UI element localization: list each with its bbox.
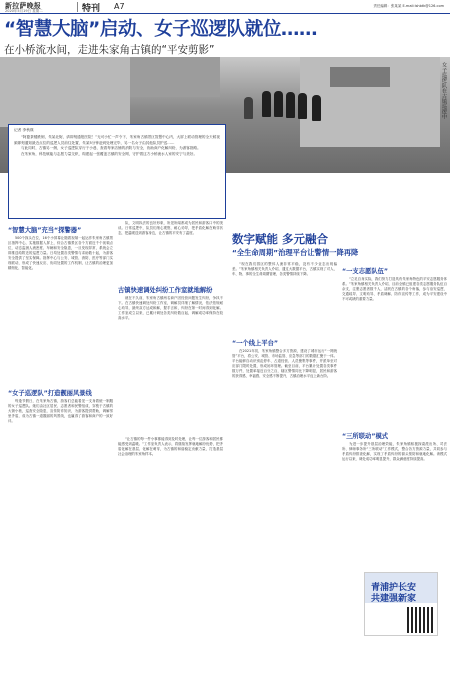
body-text: 队，文明执法的良好形象，所见所闻都成为居民和游客口中的美谈。日常巡逻中，队员们细心观察，耐心劝导，把矛盾化解在萌芽状态，把温暖送到游客身边，让古镇的平安有了温度。 (118, 221, 223, 236)
headline-subtitle: 在小桥流水间，走进朱家角古镇的“平安剪影” (4, 44, 215, 56)
column-4 (342, 262, 447, 563)
issue-date: 2020年5月19日 星期二 (5, 9, 43, 13)
column-2 (118, 221, 223, 578)
newspaper-logo: 新拉萨晚报 (5, 1, 41, 10)
headline-title: “智慧大脑”启动、女子巡逻队就位…… (4, 19, 318, 40)
section-heading: “智慧大脑”充当“探警器” (8, 227, 82, 234)
page-number: A7 (114, 2, 125, 11)
lead-paragraph: 与此同时，古镇另一侧，女子巡逻队穿行于小巷，查看每家店铺的消防与安全，协助商户化解纠纷，为游客指路。 (21, 146, 201, 151)
lead-paragraph: “阿婆茶楼跌倒，朱某北街，请即刻通报医院！”无可小忙一声令下，朱家角古镇景区智慧中心内，大屏上联动管理的全天候视频即刻通知最近点位的巡逻人员前往处置，朱某5分钟赶到处理完毕，另一名女子由其他队员护送…… (14, 135, 220, 145)
lead-article-box (8, 124, 226, 219)
promo-text (371, 583, 416, 605)
lead-paragraph: 在朱家角，科技赋能与志愿力量交织，构建起一张覆盖古镇的安全网，守护着这方小桥流水人家的安宁与美好。 (21, 151, 198, 156)
promo-line-2: 共建强新家 (371, 594, 417, 604)
editor-info: 责任编辑：张某某 E-mail:lshbtk@126.com (373, 4, 444, 8)
column-1 (8, 221, 113, 590)
section-name: 特刊 (82, 4, 101, 14)
qr-code-icon[interactable] (407, 607, 433, 633)
section-heading: “三所联动”模式 (342, 433, 389, 440)
section-heading: “女子巡逻队”打造靓丽风景线 (8, 390, 92, 397)
section-subtitle: “全生命周期”治理平台让警情一降再降 (232, 248, 359, 257)
body-text: 每逢节假日，在朱家角古镇，游客们总能看见一支身着统一制服的女子巡逻队。她们由社区居民、志愿者和民警组成，穿梭于古镇的大街小巷，巡查安全隐患，宣传防诈知识，为游客提供帮助，调解邻里矛盾，成为古镇一道靓丽的风景线，也赢得了游客和商户的一致好评。 (8, 399, 113, 424)
section-heading: “一个线上平台” (232, 340, 279, 347)
body-text: “现在我们园区的整体人流非常平稳，没有不少业态出现偏差。”朱家角镇相关负责人介绍，通过大数据平台，古镇实现了对人、车、物、事的全生命周期管理，各类警情持续下降。 (232, 262, 337, 277)
reporter-byline: 记者 李秋瑛 (14, 128, 34, 132)
section-heading: 古镇快速调处纠纷工作室就地解纷 (118, 287, 213, 294)
body-text: “立足自身实际，我们努力打造具有朱家角特色的平安志愿服务体系。”朱家角镇相关负责人介绍，目前全镇已组建各类志愿服务队伍百余支，注册志愿者数千人，活跃在古镇的各个角落，参与治安巡逻、交通疏导、文明劝导、矛盾调解、防诈宣传等工作，成为平安建设中不可或缺的重要力量。 (342, 277, 447, 302)
column-3 (232, 262, 337, 620)
photo-caption: 女子巡逻队在古镇巡逻中 (441, 62, 447, 120)
body-text: 就在不久前，朱家角古镇两名商户因经营问题发生纠纷，争执不下。在古镇快速调处纠纷工作室，调解员详细了解情况，依法依规耐心劝导，最终双方达成和解，握手言和，纠纷在第一时间得到化解。工作室成立以来，已累计调处各类纠纷数百起，调解成功率保持在较高水平。 (118, 296, 223, 321)
body-text: “让古镇的每一件小事都能得到及时处理，让每一位游客和居民都能感受到温暖。”工作室负责人表示，将继续发挥就地解纷优势，把矛盾化解在基层、化解在萌芽，为古镇的和谐稳定贡献力量，打造基层社会治理的朱家角样本。 (118, 437, 223, 457)
section-heading: “一支志愿队伍” (342, 268, 389, 275)
body-text: 500个探头在位，16个小屏幕让随着视频一起运作朱家角古镇景区指挥中心，实施数据入屏上，综合古镇景区各个方面近千个视频点位，动态监测人流密度、车辆和安全隐患，一旦发现异常，系统会立即推送给附近的巡逻力量。日均处置各类警情与求助数十起，为游客安全提供了坚实保障。指挥中心与公安、城管、消防、医疗等部门实现联动，形成了快速反应、协同处置的工作机制，让古镇的治理更加精细化、智能化。 (8, 236, 113, 271)
promo-box (364, 572, 438, 636)
newspaper-header (0, 0, 450, 14)
promo-line-1: 青浦护长安 (371, 583, 417, 593)
body-text: 在2021年初，朱家角镇整合多方资源，建设了城市运行“一网统管”平台，将公安、城管、市场监管、应急等部门的数据汇聚于一体。平台能够自动识别乱停车、占道经营、人员聚集等事件，并派单至对应部门限时处置，形成闭环管理。截至目前，平台累计处置各类事件数万件，处置率接近百分之百，辖区警情同比下降明显，居民和游客的获得感、幸福感、安全感不断提升，古镇治理水平迈上新台阶。 (232, 349, 337, 379)
body-text: 为进一步提升基层治理效能，朱家角镇积极探索派出所、司法所、律师事务所“三所联动”工作模式，整合各方资源力量，共同参与矛盾纠纷排查化解，实现了矛盾纠纷的源头预防和就地化解。该模式运行以来，调处成功率明显提升，群众满意度持续提高。 (342, 442, 447, 462)
section-title: 数字赋能 多元融合 (232, 232, 329, 246)
promo-banner (365, 573, 437, 603)
header-divider (77, 2, 78, 12)
